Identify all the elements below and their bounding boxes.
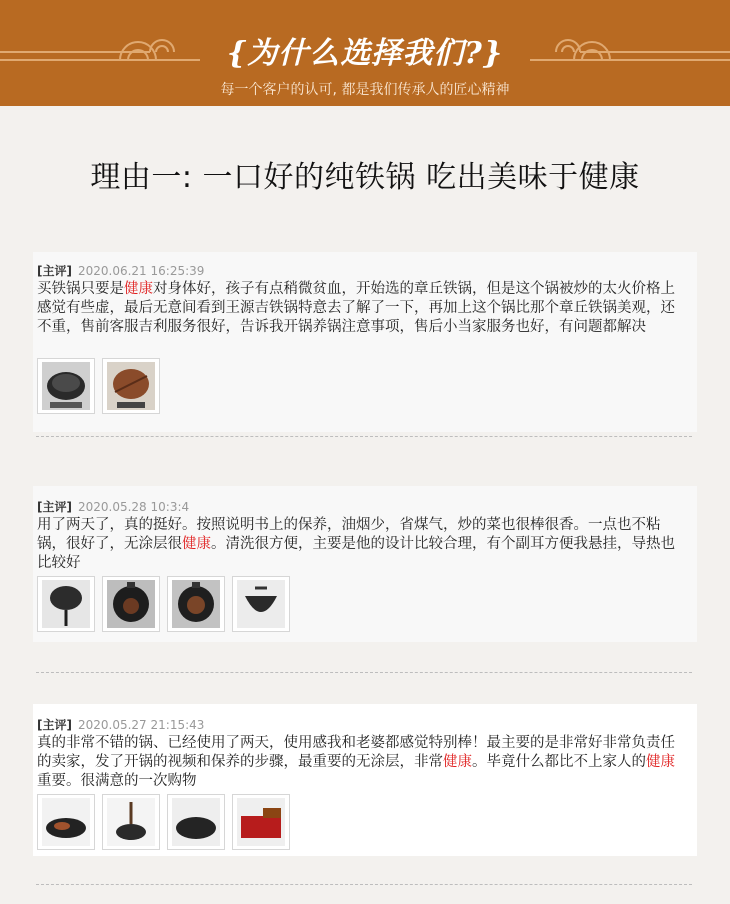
wok-handle-photo-icon xyxy=(42,580,90,628)
wok-top-photo-icon xyxy=(172,798,220,846)
package-box-photo-icon xyxy=(237,798,285,846)
highlight-word: 健康 xyxy=(443,754,472,770)
dashed-divider xyxy=(36,436,692,437)
review-card-3 xyxy=(33,704,697,856)
wok-lid-photo-icon xyxy=(107,362,155,410)
wok-handle-photo-icon xyxy=(107,798,155,846)
review-photo-thumb[interactable] xyxy=(102,576,160,632)
banner-title: {为什么选择我们?} xyxy=(226,36,504,71)
wok-stove-photo-icon xyxy=(172,580,220,628)
review-meta xyxy=(37,498,189,515)
review-card-2 xyxy=(33,486,697,642)
review-photo-thumb[interactable] xyxy=(37,576,95,632)
page-headline: 理由一: 一口好的纯铁锅 吃出美味于健康 xyxy=(90,160,640,195)
review-date: 2020.05.28 10:3:4 xyxy=(77,500,190,514)
review-text: 买铁锅只要是健康对身体好，孩子有点稍微贫血，开始选的章丘铁锅，但是这个锅被炒的太火价格上感觉有些虚，最后无意间看到王源吉铁锅特意去了解了一下，再加上这个锅比那个章丘铁锅美观，还不重，售前客服吉利服务很好，告诉我开锅养锅注意事项，售后小当家服务也好，有问题都解决 xyxy=(37,281,675,335)
review-card-1 xyxy=(33,252,697,432)
photo-thumbnails xyxy=(37,794,290,850)
photo-thumbnails xyxy=(37,358,160,414)
review-text: 用了两天了，真的挺好。按照说明书上的保养，油烟少，省煤气，炒的菜也很棒很香。一点也不粘锅，很好了，无涂层很健康。清洗很方便，主要是他的设计比较合理，有个副耳方便我悬挂，导热也比较好 xyxy=(37,517,675,571)
review-tag: [主评] xyxy=(37,500,72,514)
review-meta xyxy=(37,262,204,279)
banner-subtitle: 每一个客户的认可, 都是我们传承人的匠心精神 xyxy=(220,82,510,98)
review-date: 2020.06.21 16:25:39 xyxy=(77,264,205,278)
highlight-word: 健康 xyxy=(124,281,153,297)
dashed-divider xyxy=(36,884,692,885)
wok-cooking-photo-icon xyxy=(42,798,90,846)
wok-stove-photo-icon xyxy=(107,580,155,628)
review-date: 2020.05.27 21:15:43 xyxy=(77,718,205,732)
review-photo-thumb[interactable] xyxy=(37,794,95,850)
wok-photo-icon xyxy=(42,362,90,410)
dashed-divider xyxy=(36,672,692,673)
review-text: 真的非常不错的锅、已经使用了两天，使用感我和老婆都感觉特别棒！最主要的是非常好非常负责任的卖家，发了开锅的视频和保养的步骤，最重要的无涂层，非常健康。毕竟什么都比不上家人的健康重要。很满意的一次购物 xyxy=(37,735,675,789)
review-meta xyxy=(37,716,204,733)
wok-side-photo-icon xyxy=(237,580,285,628)
review-photo-thumb[interactable] xyxy=(37,358,95,414)
review-photo-thumb[interactable] xyxy=(167,794,225,850)
photo-thumbnails xyxy=(37,576,290,632)
review-photo-thumb[interactable] xyxy=(232,794,290,850)
highlight-word: 健康 xyxy=(646,754,675,770)
review-photo-thumb[interactable] xyxy=(102,794,160,850)
review-photo-thumb[interactable] xyxy=(167,576,225,632)
review-photo-thumb[interactable] xyxy=(102,358,160,414)
review-photo-thumb[interactable] xyxy=(232,576,290,632)
highlight-word: 健康 xyxy=(182,536,211,552)
review-tag: [主评] xyxy=(37,718,72,732)
review-tag: [主评] xyxy=(37,264,72,278)
header-banner xyxy=(0,0,730,106)
